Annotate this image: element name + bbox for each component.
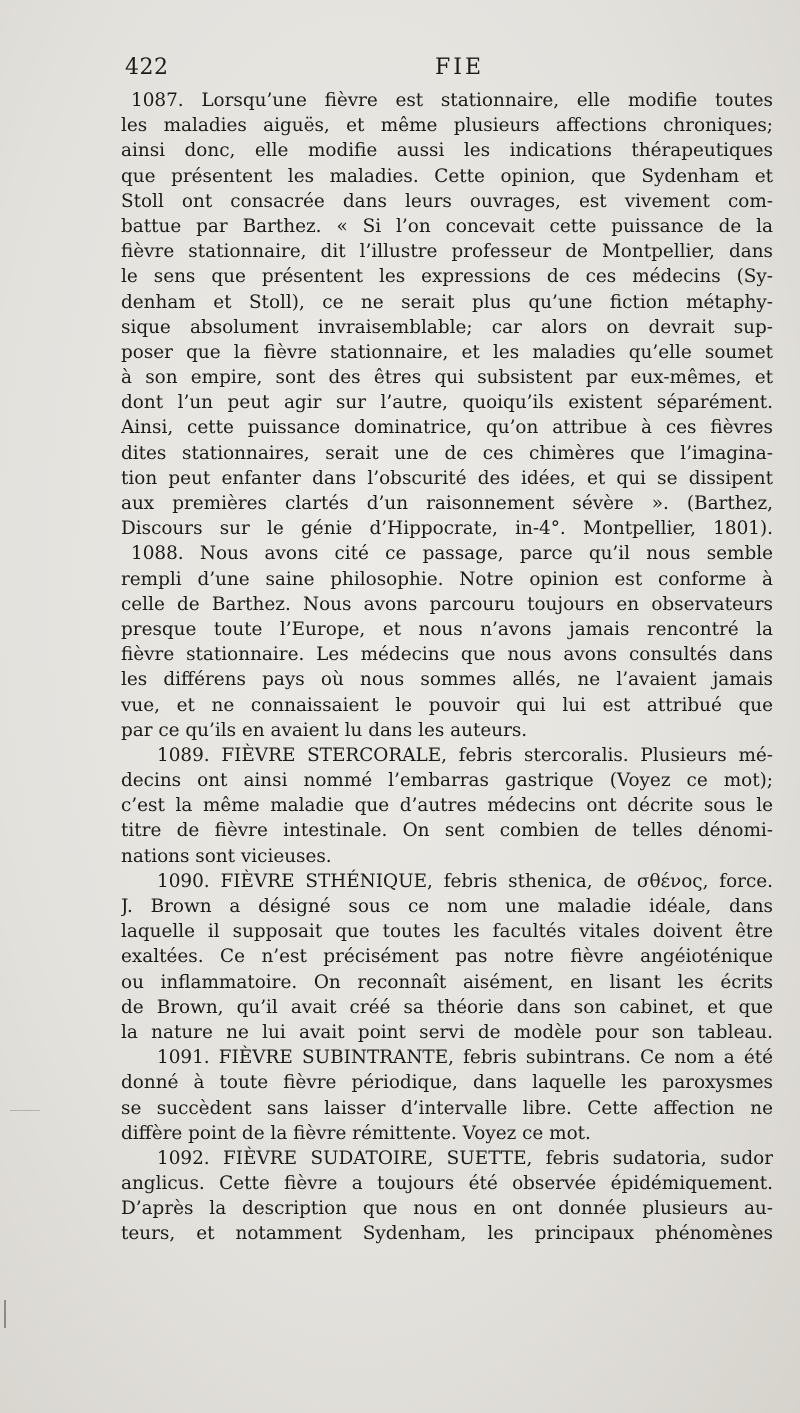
text-line: diffère point de la fièvre rémittente. Voyez ce mot. [121,1122,591,1144]
text-line: tion peut enfanter dans l’obscurité des idées, et qui se dissipent [121,467,773,489]
margin-mark [10,1110,40,1111]
text-line: la nature ne lui avait point servi de modèle pour son tableau. [121,1021,773,1043]
text-line: battue par Barthez. « Si l’on concevait cette puissance de la [121,215,773,237]
text-line: 1091. FIÈVRE SUBINTRANTE, febris subintrans. Ce nom a été [157,1047,773,1069]
text-line: c’est la même maladie que d’autres médecins ont décrite sous le [121,795,773,817]
text-line: teurs, et notamment Sydenham, les principaux phénomènes [121,1223,773,1245]
text-line: anglicus. Cette fièvre a toujours été observée épidémiquement. [121,1173,773,1195]
text-line: 1092. FIÈVRE SUDATOIRE, SUETTE, febris sudatoria, sudor [157,1147,773,1169]
text-line: fièvre stationnaire, dit l’illustre professeur de Montpellier, dans [121,241,773,263]
text-line: 1090. FIÈVRE STHÉNIQUE, febris sthenica, de σθένος, force. [157,870,773,892]
text-line: fièvre stationnaire. Les médecins que nous avons consultés dans [121,644,773,666]
text-line: 1089. FIÈVRE STERCORALE, febris stercoralis. Plusieurs mé- [157,744,773,766]
text-line: dites stationnaires, serait une de ces chimères que l’imagina- [121,442,773,464]
text-line: les maladies aiguës, et même plusieurs affections chroniques; [121,115,773,137]
text-line: par ce qu’ils en avaient lu dans les auteurs. [121,719,528,741]
running-title: FIE [435,55,485,80]
text-line: que présentent les maladies. Cette opinion, que Sydenham et [121,165,773,187]
text-line: 1088. Nous avons cité ce passage, parce qu’il nous semble [131,543,773,565]
page-number: 422 [125,55,169,80]
text-line: Ainsi, cette puissance dominatrice, qu’on attribue à ces fièvres [121,417,773,439]
text-line: Discours sur le génie d’Hippocrate, in-4°. Montpellier, 1801). [121,518,773,540]
text-line: ainsi donc, elle modifie aussi les indications thérapeutiques [121,140,773,162]
text-line: presque toute l’Europe, et nous n’avons jamais rencontré la [121,618,773,640]
text-line: dont l’un peut agir sur l’autre, quoiqu’ils existent séparément. [121,392,773,414]
text-line: le sens que présentent les expressions de ces médecins (Sy- [121,266,773,288]
margin-mark [4,1300,6,1328]
text-line: sique absolument invraisemblable; car alors on devrait sup- [121,316,773,338]
text-line: aux premières clartés d’un raisonnement sévère ». (Barthez, [121,493,773,514]
text-line: donné à toute fièvre périodique, dans laquelle les paroxysmes [121,1072,773,1094]
text-line: de Brown, qu’il avait créé sa théorie dans son cabinet, et que [121,996,773,1018]
text-line: D’après la description que nous en ont donnée plusieurs au- [121,1198,773,1220]
text-line: nations sont vicieuses. [121,845,332,867]
text-line: à son empire, sont des êtres qui subsistent par eux-mêmes, et [121,367,773,389]
text-line: poser que la fièvre stationnaire, et les maladies qu’elle soumet [121,341,773,363]
text-line: celle de Barthez. Nous avons parcouru toujours en observateurs [121,593,773,615]
text-line: laquelle il supposait que toutes les facultés vitales doivent être [121,921,773,943]
text-line: les différens pays où nous sommes allés, ne l’avaient jamais [121,669,773,691]
text-line: denham et Stoll), ce ne serait plus qu’une fiction métaphy- [121,291,773,313]
text-line: 1087. Lorsqu’une fièvre est stationnaire, elle modifie toutes [131,90,773,111]
body-text [121,88,773,1247]
text-line: rempli d’une saine philosophie. Notre opinion est conforme à [121,568,773,590]
text-line: J. Brown a désigné sous ce nom une maladie idéale, dans [121,896,773,917]
text-line: Stoll ont consacrée dans leurs ouvrages, est vivement com- [121,190,773,212]
text-line: decins ont ainsi nommé l’embarras gastrique (Voyez ce mot); [121,770,773,792]
page-header [125,55,770,85]
text-line: se succèdent sans laisser d’intervalle libre. Cette affection ne [121,1097,773,1119]
text-line: ou inflammatoire. On reconnaît aisément, en lisant les écrits [121,971,773,993]
text-line: vue, et ne connaissaient le pouvoir qui lui est attribué que [121,694,773,716]
text-line: titre de fièvre intestinale. On sent combien de telles dénomi- [121,820,773,842]
text-line: exaltées. Ce n’est précisément pas notre fièvre angéioténique [121,946,773,968]
